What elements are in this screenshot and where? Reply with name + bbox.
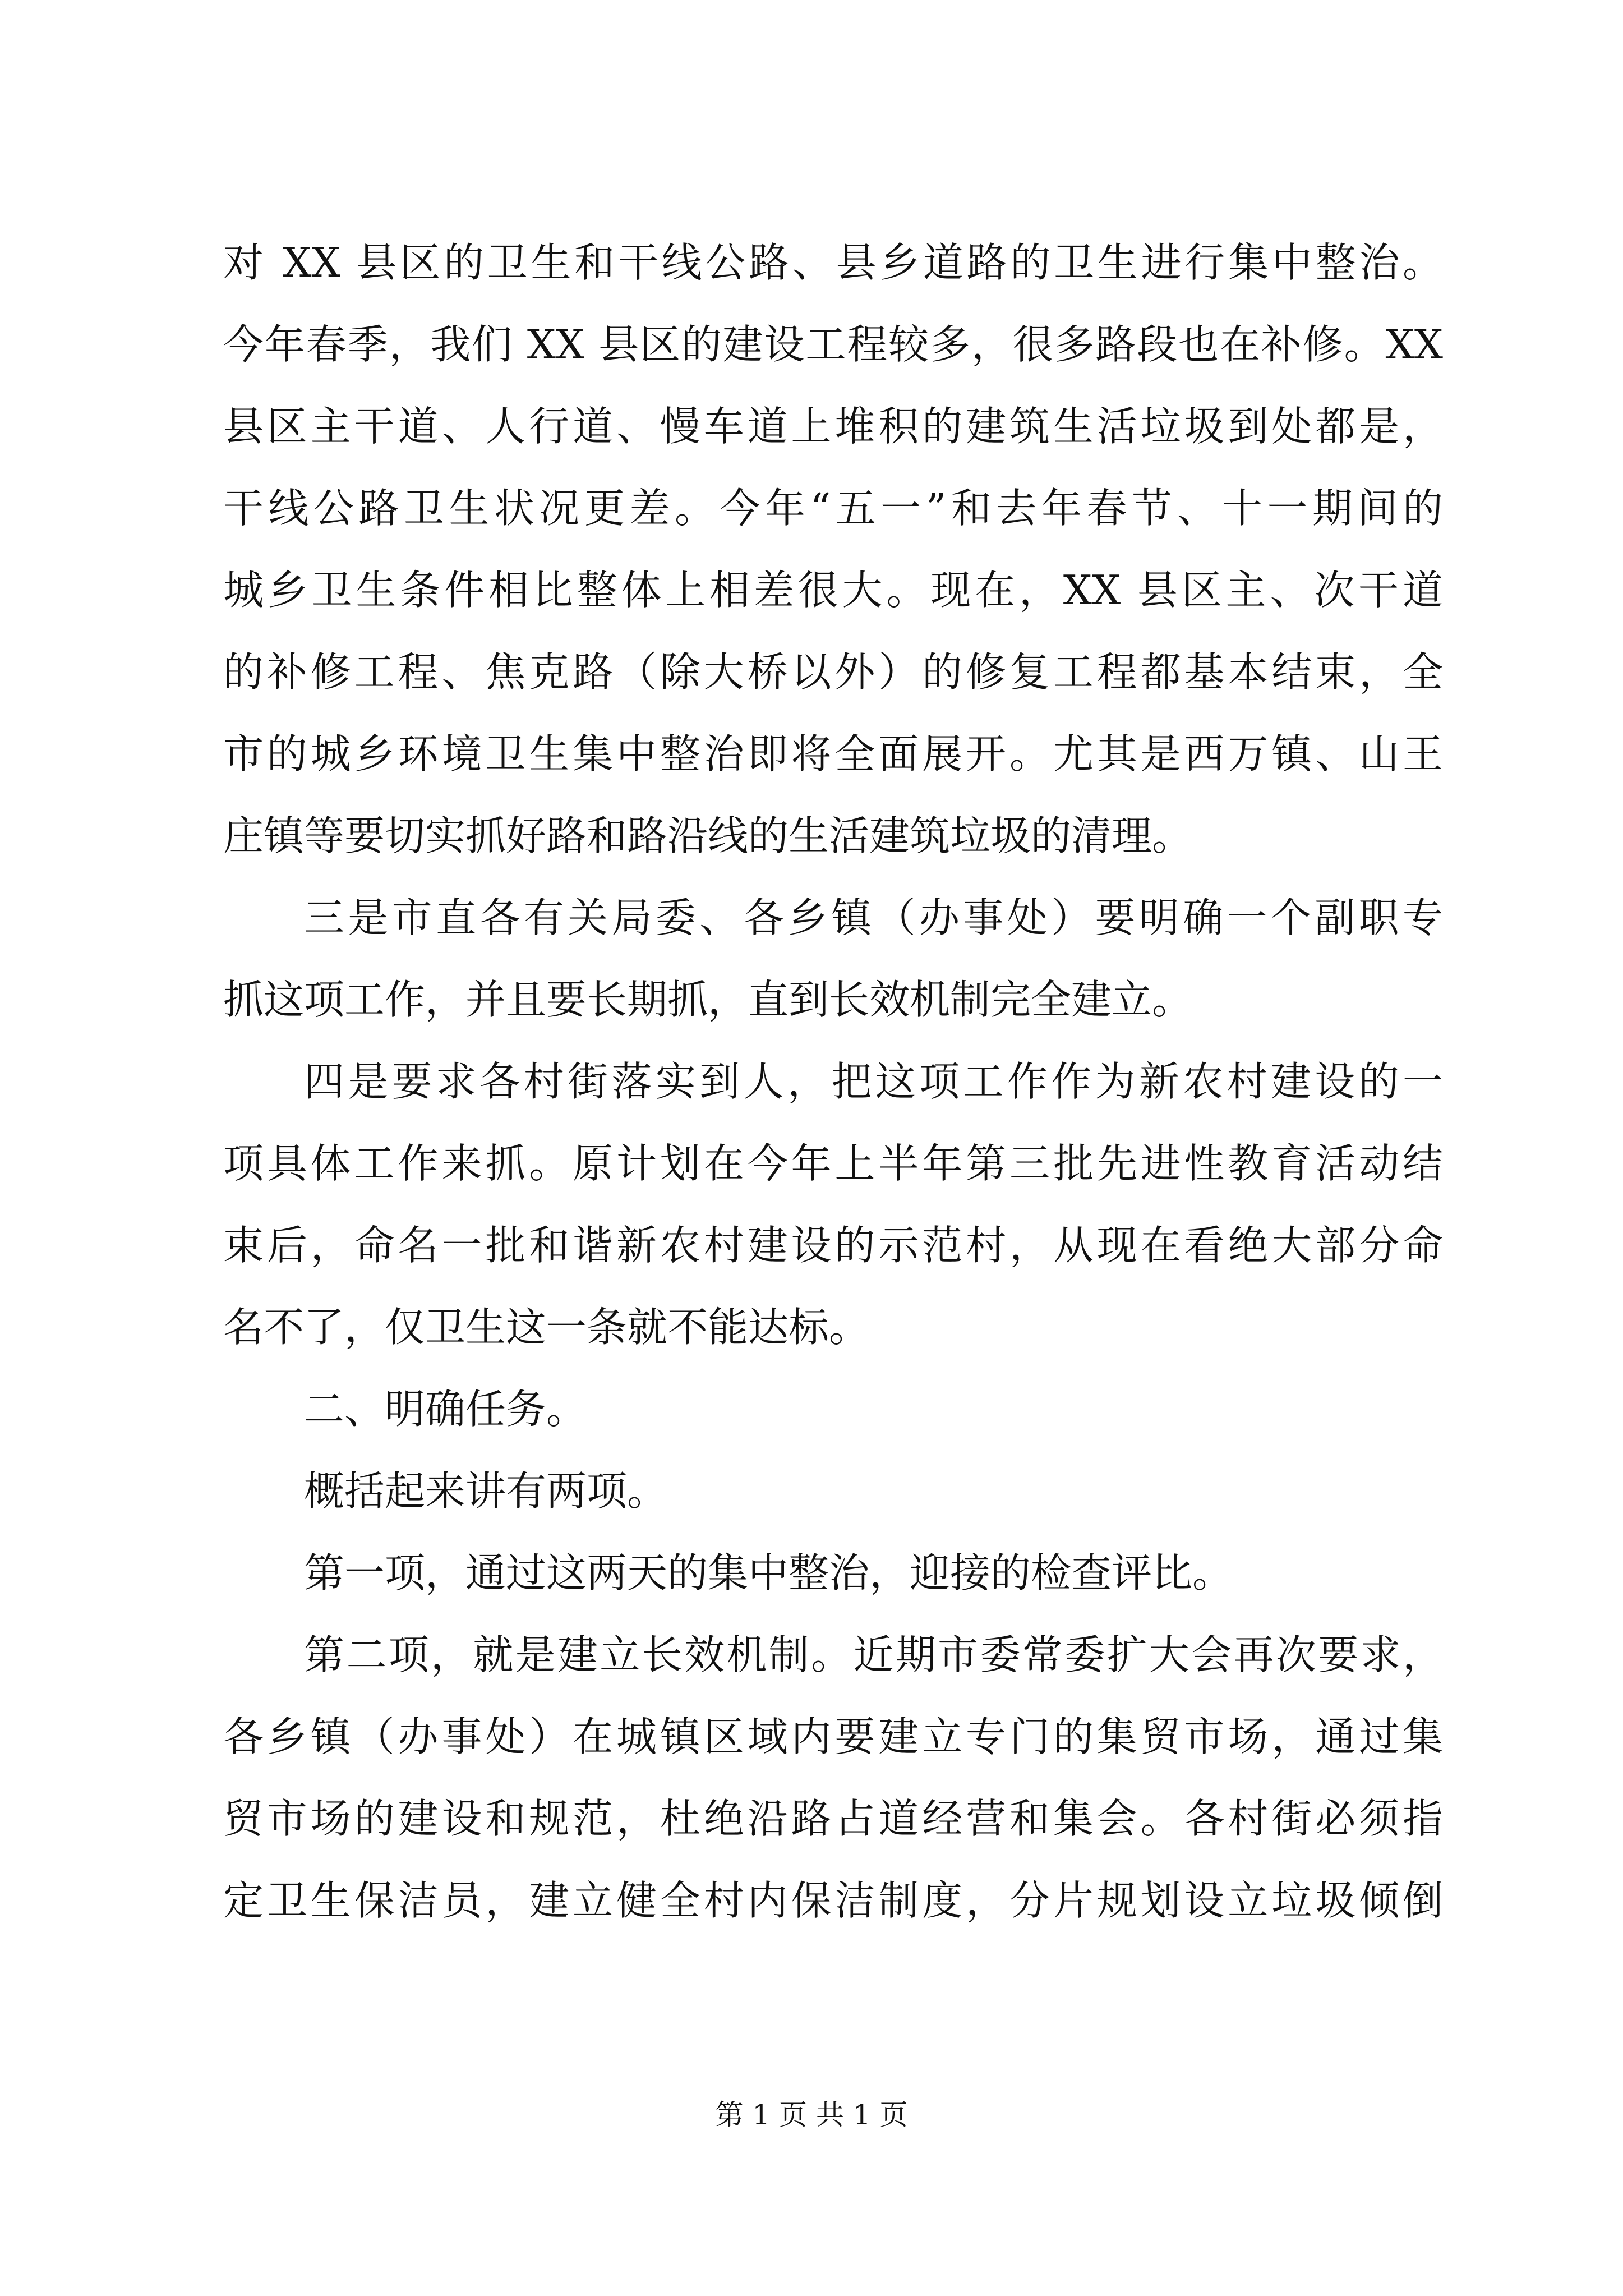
text-line: 名不了，仅卫生这一条就不能达标。 [223, 1304, 870, 1351]
text-line: 定卫生保洁员，建立健全村内保洁制度，分片规划设立垃圾倾倒 [223, 1877, 1443, 1924]
text-line: 概括起来讲有两项。 [304, 1467, 668, 1515]
text-line: 城乡卫生条件相比整体上相差很大。现在，XX 县区主、次干道 [223, 567, 1443, 614]
text-line: 市的城乡环境卫生集中整治即将全面展开。尤其是西万镇、山王 [223, 730, 1443, 777]
text-line: 抓这项工作，并且要长期抓，直到长效机制完全建立。 [223, 976, 1193, 1023]
text-line: 四是要求各村街落实到人，把这项工作作为新农村建设的一 [304, 1058, 1443, 1105]
text-line: 第一项，通过这两天的集中整治，迎接的检查评比。 [304, 1549, 1233, 1596]
document-body [223, 222, 1443, 1941]
text-line: 项具体工作来抓。原计划在今年上半年第三批先进性教育活动结 [223, 1140, 1443, 1187]
text-line: 三是市直各有关局委、各乡镇（办事处）要明确一个副职专 [304, 894, 1443, 941]
page-footer: 第 1 页 共 1 页 [715, 2099, 908, 2131]
text-line: 贸市场的建设和规范，杜绝沿路占道经营和集会。各村街必须指 [223, 1795, 1443, 1842]
text-line: 各乡镇（办事处）在城镇区域内要建立专门的集贸市场，通过集 [223, 1713, 1443, 1760]
text-line: 今年春季，我们 XX 县区的建设工程较多，很多路段也在补修。XX [223, 321, 1443, 368]
text-line: 对 XX 县区的卫生和干线公路、县乡道路的卫生进行集中整治。 [223, 239, 1443, 286]
text-line: 干线公路卫生状况更差。今年“五一”和去年春节、十一期间的 [223, 485, 1443, 532]
text-line: 的补修工程、焦克路（除大桥以外）的修复工程都基本结束，全 [223, 648, 1443, 696]
text-line: 束后，命名一批和谐新农村建设的示范村，从现在看绝大部分命 [223, 1222, 1443, 1269]
text-line: 县区主干道、人行道、慢车道上堆积的建筑生活垃圾到处都是， [223, 403, 1443, 450]
text-line: 二、明确任务。 [304, 1386, 587, 1433]
text-line: 庄镇等要切实抓好路和路沿线的生活建筑垃圾的清理。 [223, 812, 1193, 859]
text-line: 第二项，就是建立长效机制。近期市委常委扩大会再次要求， [304, 1631, 1443, 1678]
